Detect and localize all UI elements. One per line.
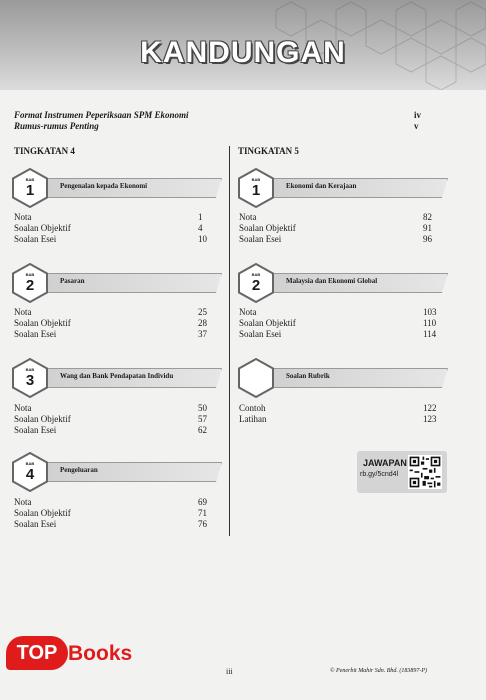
entry-page: 62 xyxy=(198,425,207,435)
chapter-title: Ekonomi dan Kerajaan xyxy=(286,182,357,190)
entry-label: Soalan Objektif xyxy=(14,414,71,424)
entry-page: 123 xyxy=(423,414,437,424)
chapter-entries xyxy=(14,403,214,436)
chapter-bab-label: BAB xyxy=(25,177,35,182)
chapter-bab-label: BAB xyxy=(251,177,261,182)
toc-entry[interactable] xyxy=(14,497,214,508)
front-matter-page: iv xyxy=(414,110,422,120)
entry-page: 110 xyxy=(423,318,437,328)
entry-label: Soalan Objektif xyxy=(239,223,296,233)
entry-label: Soalan Objektif xyxy=(14,223,71,233)
toc-entry[interactable] xyxy=(14,307,214,318)
entry-label: Nota xyxy=(239,307,257,317)
chapter-t5-rubrik[interactable] xyxy=(236,358,448,394)
toc-entry[interactable] xyxy=(239,329,439,340)
chapter-entries xyxy=(14,212,214,245)
toc-entry[interactable] xyxy=(14,508,214,519)
chapter-bab-label: BAB xyxy=(251,272,261,277)
entry-label: Nota xyxy=(14,212,32,222)
chapter-bab-label: BAB xyxy=(25,272,35,277)
entry-page: 50 xyxy=(198,403,207,413)
chapter-t4-2[interactable] xyxy=(10,263,222,299)
entry-label: Soalan Esei xyxy=(239,234,282,244)
chapter-entries xyxy=(239,307,439,340)
chapter-t5-2[interactable] xyxy=(236,263,448,299)
chapter-entries xyxy=(14,307,214,340)
chapter-t5-1[interactable] xyxy=(236,168,448,204)
logo-books: Books xyxy=(68,642,133,665)
chapter-number: 1 xyxy=(251,182,261,199)
toc-entry[interactable] xyxy=(239,307,439,318)
entry-page: 25 xyxy=(198,307,207,317)
chapter-title: Malaysia dan Ekonomi Global xyxy=(286,277,378,285)
entry-page: 10 xyxy=(198,234,207,244)
chapter-t4-3[interactable] xyxy=(10,358,222,394)
toc-entry[interactable] xyxy=(239,318,439,329)
chapter-bab-label: BAB xyxy=(25,461,35,466)
entry-label: Nota xyxy=(239,212,257,222)
page-number: iii xyxy=(226,667,233,676)
entry-page: 4 xyxy=(198,223,203,233)
chapter-bab-label: BAB xyxy=(25,367,35,372)
toc-entry[interactable] xyxy=(239,234,439,245)
toc-entry[interactable] xyxy=(14,403,214,414)
toc-entry[interactable] xyxy=(14,223,214,234)
entry-page: 57 xyxy=(198,414,207,424)
entry-page: 82 xyxy=(423,212,432,222)
chapter-number: 3 xyxy=(25,372,35,389)
toc-entry[interactable] xyxy=(14,212,214,223)
entry-label: Soalan Objektif xyxy=(14,318,71,328)
front-matter-item[interactable] xyxy=(14,121,434,132)
chapter-number: 1 xyxy=(25,182,35,199)
hexagon-icon xyxy=(236,358,276,398)
front-matter-label: Rumus-rumus Penting xyxy=(14,121,99,131)
chapter-t4-4[interactable] xyxy=(10,452,222,488)
entry-label: Soalan Esei xyxy=(14,519,57,529)
entry-label: Nota xyxy=(14,497,32,507)
entry-page: 114 xyxy=(423,329,437,339)
chapter-t4-1[interactable] xyxy=(10,168,222,204)
entry-label: Soalan Objektif xyxy=(239,318,296,328)
entry-label: Soalan Esei xyxy=(14,425,57,435)
entry-page: 91 xyxy=(423,223,432,233)
toc-entry[interactable] xyxy=(14,425,214,436)
entry-page: 122 xyxy=(423,403,437,413)
front-matter-item[interactable] xyxy=(14,110,434,121)
entry-page: 76 xyxy=(198,519,207,529)
toc-entry[interactable] xyxy=(14,329,214,340)
entry-page: 103 xyxy=(423,307,437,317)
page-title: KANDUNGAN xyxy=(140,36,346,69)
entry-label: Soalan Esei xyxy=(239,329,282,339)
jawapan-label: JAWAPAN xyxy=(363,458,407,468)
chapter-entries xyxy=(14,497,214,530)
copyright-text: © Penerbit Mahir Sdn. Bhd. (183897-P) xyxy=(330,668,428,674)
chapter-entries xyxy=(239,403,439,425)
entry-label: Soalan Esei xyxy=(14,329,57,339)
entry-page: 28 xyxy=(198,318,207,328)
toc-entry[interactable] xyxy=(239,403,439,414)
jawapan-link[interactable]: rb.gy/5cnd4l xyxy=(360,471,399,478)
toc-entry[interactable] xyxy=(14,318,214,329)
jawapan-box[interactable] xyxy=(357,451,447,493)
front-matter-list xyxy=(14,110,434,132)
chapter-number: 2 xyxy=(251,277,261,294)
chapter-title: Wang dan Bank Pendapatan Individu xyxy=(60,372,174,380)
topbooks-logo xyxy=(0,630,170,682)
qr-code-icon[interactable] xyxy=(408,455,442,489)
entry-page: 1 xyxy=(198,212,203,222)
entry-page: 37 xyxy=(198,329,207,339)
chapter-title: Pasaran xyxy=(60,277,85,285)
entry-label: Contoh xyxy=(239,403,266,413)
entry-label: Latihan xyxy=(239,414,267,424)
entry-page: 69 xyxy=(198,497,207,507)
toc-entry[interactable] xyxy=(14,414,214,425)
toc-entry[interactable] xyxy=(239,414,439,425)
entry-page: 96 xyxy=(423,234,432,244)
chapter-number: 2 xyxy=(25,277,35,294)
chapter-title: Pengeluaran xyxy=(60,466,98,474)
entry-label: Soalan Objektif xyxy=(14,508,71,518)
chapter-title: Soalan Rubrik xyxy=(286,372,330,380)
logo-bubble: TOP xyxy=(6,636,68,670)
chapter-entries xyxy=(239,212,439,245)
entry-label: Nota xyxy=(14,403,32,413)
toc-entry[interactable] xyxy=(239,212,439,223)
toc-entry[interactable] xyxy=(14,234,214,245)
chapter-title: Pengenalan kepada Ekonomi xyxy=(60,182,148,190)
toc-entry[interactable] xyxy=(239,223,439,234)
tingkatan4-heading: TINGKATAN 4 xyxy=(14,146,75,156)
front-matter-label: Format Instrumen Peperiksaan SPM Ekonomi xyxy=(14,110,189,120)
entry-label: Soalan Esei xyxy=(14,234,57,244)
front-matter-page: v xyxy=(414,121,419,131)
entry-page: 71 xyxy=(198,508,207,518)
entry-label: Nota xyxy=(14,307,32,317)
page-header xyxy=(0,0,486,90)
toc-entry[interactable] xyxy=(14,519,214,530)
column-divider xyxy=(229,146,230,536)
tingkatan5-heading: TINGKATAN 5 xyxy=(238,146,299,156)
chapter-number: 4 xyxy=(25,466,35,483)
